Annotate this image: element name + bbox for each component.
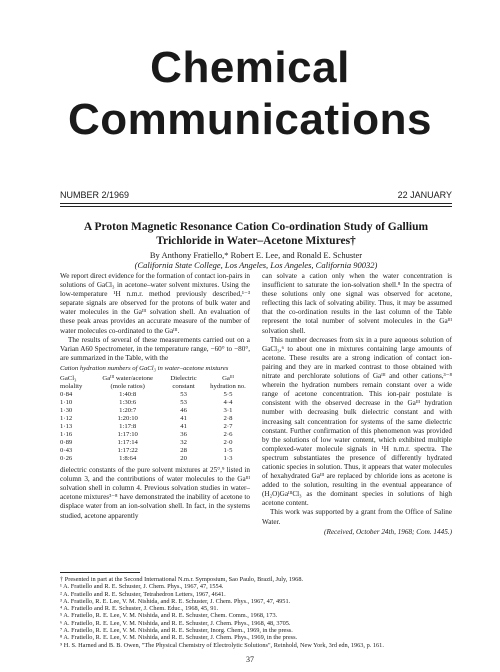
hydration-table (60, 375, 250, 463)
paragraph: This work was supported by a grant from the Office of Saline Water. (262, 508, 452, 526)
table-header-cell: GaCl₃ molality (60, 375, 83, 391)
table-cell: 36 (180, 431, 187, 439)
footnote: ¹ A. Fratiello and R. E. Schuster, J. Chem. Phys., 1967, 47, 1554. (60, 583, 224, 591)
table-cell: 4·4 (223, 399, 233, 407)
table-cell: 0·43 (60, 447, 73, 455)
footnote: ² A. Fratiello and R. E. Schuster, Tetrahedron Letters, 1967, 4641. (60, 590, 226, 598)
table-header-row (60, 375, 250, 391)
footnote: ⁵ A. Fratiello, R. E. Lee, V. M. Nishida, and R. E. Schuster, Chem. Comm., 1968, 173. (60, 612, 278, 620)
table-cell: 1·3 (223, 455, 233, 463)
right-column (262, 272, 452, 537)
header-rule-top (60, 203, 452, 204)
paragraph: The results of several of these measurements carried out on a Varian A60 Spectrometer, in the temperature range, −60° to −80°, are summarized in the Table, with the (60, 335, 250, 362)
footnote-rule (60, 572, 140, 573)
table-row (60, 455, 250, 463)
table-row (60, 407, 250, 415)
journal-title-line2: Communications (68, 95, 432, 144)
table-cell: 2·8 (223, 415, 233, 423)
table-header-cell: Dielectric constant (170, 375, 197, 391)
table-cell: 1:17:14 (117, 439, 138, 447)
table-cell: 1·13 (60, 423, 73, 431)
paragraph: dielectric constants of the pure solvent mixtures at 25°,⁹ listed in column 3, and the contributions of water molecules to the Gaᴵᴵᴵ solvation shell in column 4. Previous solvation studies in water–acetone mixtures³⁻⁸ have demonstrated the inability of acetone to displace water from an ion-solvation shell. In fact, in the systems studied, acetone apparently (60, 466, 250, 520)
table-cell: 0·89 (60, 439, 73, 447)
article-title-line1: A Proton Magnetic Resonance Cation Co-ordination Study of Gallium (83, 221, 429, 233)
table-cell: 2·7 (223, 423, 233, 431)
received-date: (Received, October 24th, 1968; Com. 1445.) (324, 527, 452, 536)
table-cell: 0·26 (60, 455, 73, 463)
table-cell: 1:17:8 (119, 423, 137, 431)
byline (60, 250, 452, 270)
footnote: ⁴ A. Fratiello and R. E. Schuster, J. Chem. Educ., 1968, 45, 91. (60, 605, 219, 613)
table-cell: 5·5 (223, 391, 233, 399)
article-title-line2: Trichloride in Water–Acetone Mixtures† (156, 235, 356, 247)
table-row (60, 391, 250, 399)
table-cell: 2·6 (223, 431, 233, 439)
table-cell: 20 (180, 455, 187, 463)
table-cell: 41 (180, 423, 187, 431)
table-cell: 1:8:64 (119, 455, 137, 463)
article-title (60, 220, 452, 248)
footnote: ⁹ H. S. Harned and B. B. Owen, "The Physical Chemistry of Electrolytic Solutions", Reinhold, New York, 3rd edn, 1963, p. 161. (60, 641, 384, 649)
table-cell: 32 (180, 439, 187, 447)
table-cell: 2·0 (223, 439, 233, 447)
table-cell: 0·84 (60, 391, 73, 399)
footnote: ⁸ A. Fratiello, R. E. Lee, V. M. Nishida, and R. E. Schuster, J. Chem. Phys., 1969, in the press. (60, 634, 298, 642)
footnote: ⁶ A. Fratiello, R. E. Lee, V. M. Nishida, and R. E. Schuster, J. Chem. Phys., 1968, 48, 3705. (60, 619, 291, 627)
table-cell: 1:40:8 (119, 391, 137, 399)
table-row (60, 399, 250, 407)
table-cell: 53 (180, 391, 187, 399)
table-row (60, 447, 250, 455)
journal-masthead (0, 42, 500, 146)
table-cell: 1:17:10 (117, 431, 138, 439)
paragraph: can solvate a cation only when the water concentration is insufficient to saturate the ion-solvation shell.⁸ In the spectra of these solutions only one signal was observed for acetone, reflecting this lack of solvating ability. Thus, it may be assumed that the co-ordination results in the last column of the Table represent the total number of solvent molecules in the Gaᴵᴵᴵ solvation shell. (262, 272, 452, 335)
page-number: 37 (246, 655, 254, 664)
left-column (60, 272, 250, 521)
issue-row (60, 190, 452, 200)
table-header-cell: Gaᴵᴵᴵ hydration no. (210, 375, 246, 391)
table-header-cell: Gaᴵᴵᴵ water/acetone (mole ratios) (102, 375, 153, 391)
header-rule-bottom (60, 206, 452, 207)
table-caption: Cation hydration numbers of GaCl₃ in water–acetone mixtures (60, 364, 229, 372)
paragraph: This number decreases from six in a pure aqueous solution of GaCl₃,⁶ to about one in mixtures containing large amounts of acetone. These results are a strong indication of contact ion-pairing and they are in marked contrast to those obtained with nitrate and perchlorate solutions of Gaᴵᴵᴵ and other cations,³⁻⁸ wherein the hydration numbers remain constant over a wide range of acetone concentration. This ion-pair postulate is consistent with the observed decrease in the Gaᴵᴵᴵ hydration number with decreasing bulk dielectric constant and with increasing salt concentration for systems of the same dielectric constant. Further confirmation of this phenomenon was provided by the solutions of low water content, which exhibited multiple complexed-water molecule signals in ¹H n.m.r. spectra. The spectrum substantiates the presence of differently hydrated cationic species in solution. Thus, it appears that water molecules of hexahydrated Gaᴵᴵᴵ are replaced by chloride ions as acetone is added to the solution, resulting in the eventual appearance of (H₂O)GaᴵᴵᴵCl₃ as the dominant species in solutions of high acetone content. (262, 335, 452, 508)
table-cell: 3·1 (223, 407, 233, 415)
table-cell: 1:30:6 (119, 399, 137, 407)
table-row (60, 423, 250, 431)
footnotes (60, 576, 452, 649)
table-cell: 1·12 (60, 415, 73, 423)
table-row (60, 431, 250, 439)
table-cell: 46 (180, 407, 187, 415)
table-cell: 1:17:22 (117, 447, 138, 455)
table-cell: 1·10 (60, 399, 73, 407)
footnote: ⁷ A. Fratiello, R. E. Lee, V. M. Nishida, and R. E. Schuster, Inorg. Chem., 1969, in the press. (60, 627, 293, 635)
table-cell: 1·30 (60, 407, 73, 415)
table-cell: 41 (180, 415, 187, 423)
issue-number: NUMBER 2/1969 (60, 190, 130, 200)
paragraph: We report direct evidence for the formation of contact ion-pairs in solutions of GaCl₃ in acetone–water solvent mixtures. Using the low-temperature ¹H n.m.r. method previously described,¹⁻³ separate signals are observed for the protons of bulk water and water molecules in the Gaᴵᴵᴵ solvation shell. An evaluation of these peak areas provides an accurate measure of the number of water molecules co-ordinated to the Gaᴵᴵᴵ. (60, 272, 250, 335)
table-cell: 1·5 (223, 447, 233, 455)
table-row (60, 439, 250, 447)
table-cell: 1:20:10 (117, 415, 138, 423)
footnote: ³ A. Fratiello, R. E. Lee, V. M. Nishida, and R. E. Schuster, J. Chem. Phys., 1967, 47, 4951. (60, 597, 291, 605)
table-cell: 1:20:7 (119, 407, 137, 415)
table-cell: 53 (180, 399, 187, 407)
journal-title-line1: Chemical (150, 43, 350, 92)
affiliation: (California State College, Los Angeles, Los Angeles, California 90032) (134, 260, 378, 270)
footnote: † Presented in part at the Second International N.m.r. Symposium, Sao Paulo, Brazil, July, 1968. (60, 576, 304, 583)
table-row (60, 415, 250, 423)
table-cell: 1·16 (60, 431, 73, 439)
issue-date: 22 JANUARY (397, 190, 452, 200)
authors: By Anthony Fratiello,* Robert E. Lee, and Ronald E. Schuster (149, 250, 363, 260)
table-cell: 28 (180, 447, 187, 455)
